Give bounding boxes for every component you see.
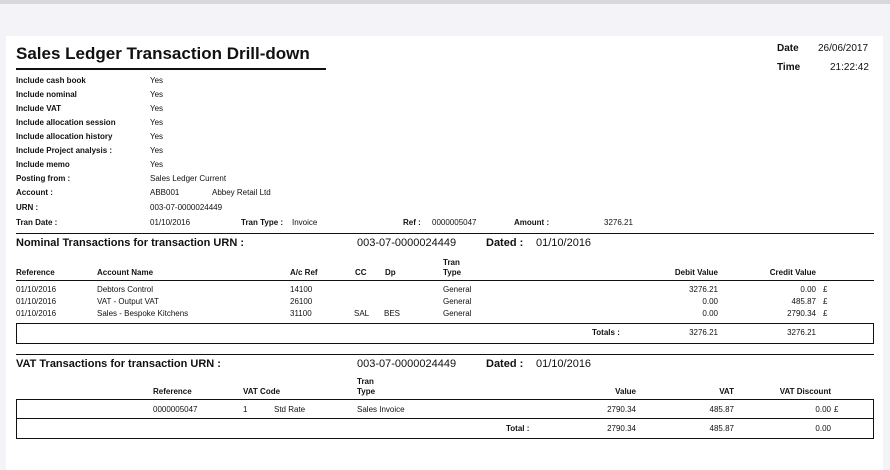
total-value: 2790.34 [607, 424, 636, 433]
ref-label: Ref : [403, 218, 421, 227]
divider [16, 280, 874, 281]
currency-symbol: £ [823, 309, 828, 318]
param-value: Yes [150, 118, 164, 127]
tran-type-value: Invoice [292, 218, 318, 227]
totals-label: Totals : [592, 328, 620, 337]
col-header-vat-discount: VAT Discount [779, 387, 831, 396]
tran-date-value: 01/10/2016 [150, 218, 191, 227]
vat-dated-value: 01/10/2016 [536, 358, 592, 370]
nominal-urn: 003-07-0000024449 [357, 237, 457, 249]
col-header-reference: Reference [153, 387, 192, 396]
ref-value: 0000005047 [432, 218, 477, 227]
col-header-value: Value [615, 387, 636, 396]
col-header-cc: CC [355, 268, 367, 277]
param-value: ABB001 [150, 188, 180, 197]
nominal-section-title: Nominal Transactions for transaction URN : [16, 237, 244, 249]
report-page [6, 36, 883, 470]
time-label: Time [777, 62, 801, 73]
divider [873, 323, 874, 343]
table-cell: 0.00 [815, 405, 831, 414]
table-cell: 1 [243, 405, 248, 414]
tran-type-label: Tran Type : [241, 218, 284, 227]
param-value: Yes [150, 76, 164, 85]
param-value: Yes [150, 146, 164, 155]
table-cell: Std Rate [274, 405, 306, 414]
table-cell: 0.00 [800, 285, 816, 294]
param-label: Include allocation history [16, 132, 113, 141]
total-label: Total : [506, 424, 530, 433]
table-cell: 0.00 [702, 309, 718, 318]
table-cell: General [443, 297, 472, 306]
vat-dated-label: Dated : [486, 358, 524, 370]
param-value: Sales Ledger Current [150, 174, 227, 183]
col-header-dp: Dp [385, 268, 396, 277]
param-label: URN : [16, 203, 39, 212]
table-cell: 01/10/2016 [16, 285, 57, 294]
amount-value: 3276.21 [604, 218, 633, 227]
currency-symbol: £ [823, 285, 828, 294]
param-label: Account : [16, 188, 53, 197]
total-vat: 485.87 [709, 424, 734, 433]
table-cell: VAT - Output VAT [97, 297, 159, 306]
param-label: Include allocation session [16, 118, 116, 127]
col-header-vat-code: VAT Code [243, 387, 281, 396]
param-label: Include cash book [16, 76, 86, 85]
divider [16, 399, 874, 400]
total-debit: 3276.21 [689, 328, 718, 337]
param-value: Yes [150, 132, 164, 141]
divider [16, 438, 874, 439]
col-header-vat: VAT [719, 387, 734, 396]
divider [16, 323, 17, 343]
param-label: Posting from : [16, 174, 71, 183]
window-top-bar [0, 0, 890, 4]
account-name-value: Abbey Retail Ltd [212, 188, 271, 197]
table-cell: 3276.21 [689, 285, 718, 294]
table-cell: 2790.34 [787, 309, 816, 318]
table-cell: 0.00 [702, 297, 718, 306]
param-value: Yes [150, 104, 164, 113]
table-cell: 26100 [290, 297, 313, 306]
col-header-ac-ref: A/c Ref [290, 268, 318, 277]
param-label: Include nominal [16, 90, 77, 99]
tran-date-label: Tran Date : [16, 218, 58, 227]
table-cell: 485.87 [791, 297, 816, 306]
currency-symbol: £ [834, 405, 839, 414]
vat-urn: 003-07-0000024449 [357, 358, 457, 370]
table-cell: 2790.34 [607, 405, 636, 414]
nominal-dated-label: Dated : [486, 237, 524, 249]
col-header-reference: Reference [16, 268, 55, 277]
nominal-dated-value: 01/10/2016 [536, 237, 592, 249]
table-cell: Debtors Control [97, 285, 154, 294]
divider [16, 354, 874, 355]
amount-label: Amount : [514, 218, 550, 227]
table-cell: 01/10/2016 [16, 309, 57, 318]
table-cell: Sales Invoice [357, 405, 405, 414]
time-value: 21:22:42 [830, 62, 869, 73]
total-vat-discount: 0.00 [815, 424, 831, 433]
col-header-credit: Credit Value [769, 268, 816, 277]
vat-section-title: VAT Transactions for transaction URN : [16, 358, 221, 370]
param-label: Include Project analysis : [16, 146, 113, 155]
currency-symbol: £ [823, 297, 828, 306]
table-cell: 01/10/2016 [16, 297, 57, 306]
param-value: Yes [150, 90, 164, 99]
report-title: Sales Ledger Transaction Drill-down [16, 44, 310, 63]
table-cell: 485.87 [709, 405, 734, 414]
table-cell: BES [384, 309, 401, 318]
param-value: 003-07-0000024449 [150, 203, 223, 212]
col-header-tran-type: Tran Type [443, 258, 462, 277]
date-label: Date [777, 43, 799, 54]
divider [16, 418, 874, 419]
table-cell: SAL [354, 309, 370, 318]
table-cell: Sales - Bespoke Kitchens [97, 309, 189, 318]
divider [873, 399, 874, 438]
divider [16, 343, 874, 344]
col-header-debit: Debit Value [674, 268, 718, 277]
table-cell: General [443, 309, 472, 318]
table-cell: 0000005047 [153, 405, 198, 414]
table-cell: 31100 [290, 309, 312, 318]
table-cell: 14100 [290, 285, 313, 294]
col-header-account-name: Account Name [97, 268, 154, 277]
divider [16, 233, 874, 234]
total-credit: 3276.21 [787, 328, 816, 337]
table-cell: General [443, 285, 472, 294]
divider [16, 323, 874, 324]
param-value: Yes [150, 160, 164, 169]
divider [16, 399, 17, 438]
param-label: Include memo [16, 160, 70, 169]
title-underline [16, 68, 326, 70]
param-label: Include VAT [16, 104, 62, 113]
col-header-tran-type: Tran Type [357, 377, 376, 396]
date-value: 26/06/2017 [818, 43, 869, 54]
